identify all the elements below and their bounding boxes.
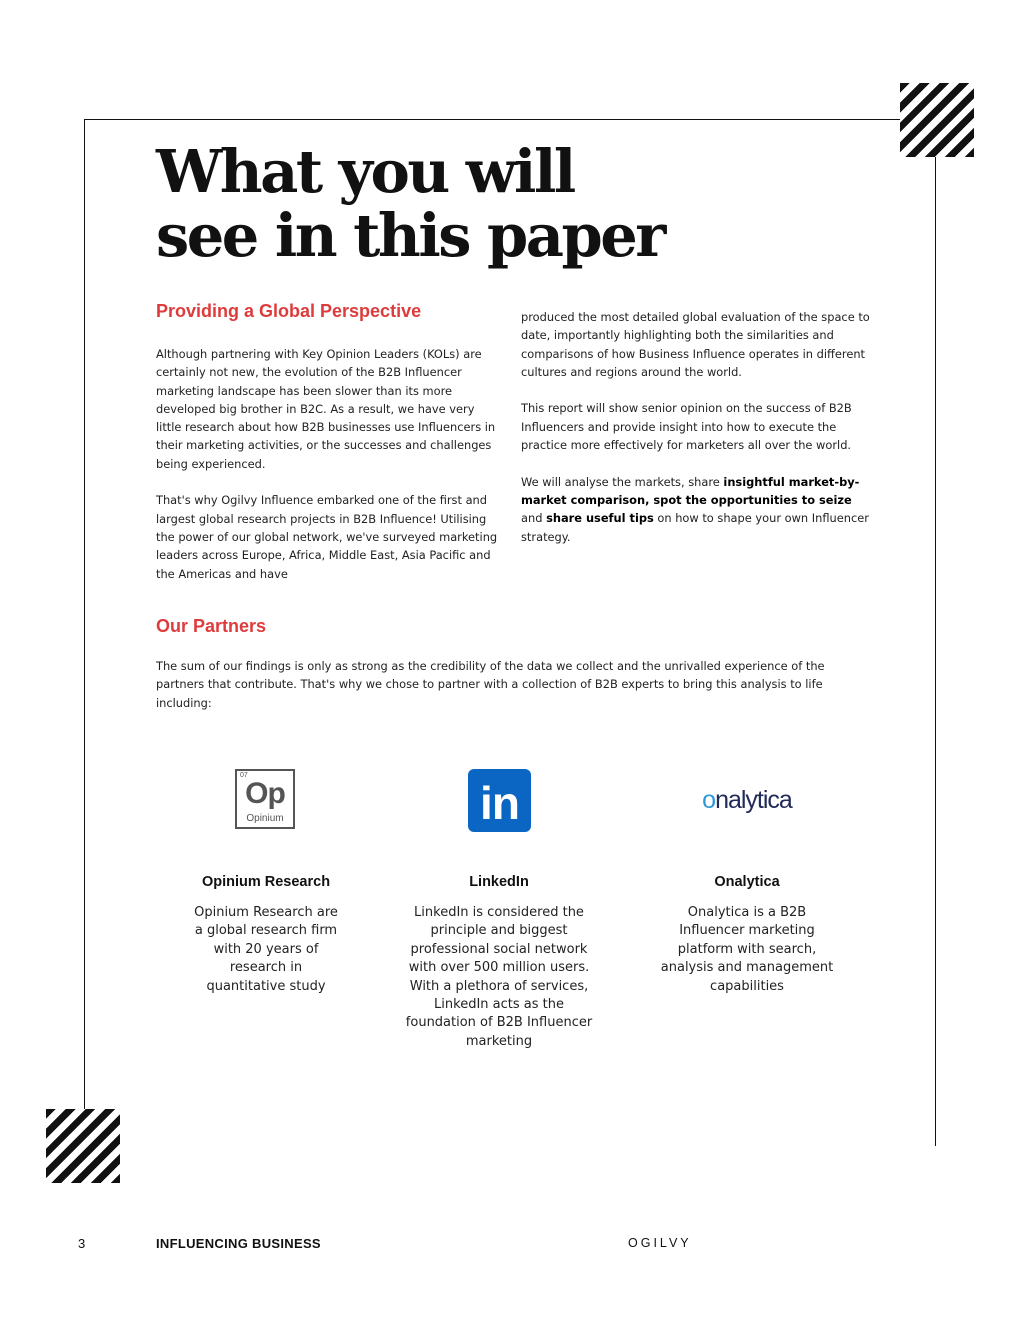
onalytica-logo-rest: nalytica — [715, 786, 792, 814]
closing-text-2: and — [521, 511, 547, 526]
global-closing-paragraph — [521, 473, 873, 546]
closing-text-1: We will analyse the markets, share — [521, 474, 724, 489]
linkedin-logo — [468, 769, 531, 832]
opinium-logo-area — [151, 760, 381, 840]
partner-opinium — [151, 760, 381, 996]
page-number: 3 — [78, 1236, 86, 1251]
onalytica-logo-o: o — [702, 786, 716, 814]
partner-name-linkedin: LinkedIn — [469, 874, 529, 890]
stripe-pattern-bottom-left — [46, 1109, 120, 1183]
global-paragraph-2: That's why Ogilvy Influence embarked one of the first and largest global research projects in B2B Influence! Utilising the power of our global network, we've surveyed marketing leaders across Europe, Africa, Middle East, Asia Pacific and the Americas and have — [156, 493, 498, 581]
partner-desc-opinium: Opinium Research are a global research firm with 20 years of research in quantitative study — [194, 905, 338, 994]
partner-linkedin — [384, 760, 614, 1051]
publication-name: INFLUENCING BUSINESS — [156, 1236, 321, 1251]
closing-bold-1: insightful market-by-market comparison, spot the opportunities to seize — [521, 474, 860, 507]
onalytica-logo — [632, 786, 862, 815]
ogilvy-logo: OGILVY — [628, 1236, 692, 1250]
partner-name-onalytica: Onalytica — [714, 874, 780, 890]
partner-desc-linkedin: LinkedIn is considered the principle and biggest professional social network with over 500 million users. With a plethora of services, LinkedIn acts as the foundation of B2B Influencer marketing — [405, 905, 593, 1049]
linkedin-logo-area — [384, 760, 614, 840]
global-paragraph-4: This report will show senior opinion on the success of B2B Influencers and provide insight into how to execute the practice more effectively for marketers all over the world. — [521, 401, 852, 453]
global-paragraph-3: produced the most detailed global evaluation of the space to date, importantly highlighting both the similarities and comparisons of how Business Influence operates in different cultures and regions around the world. — [521, 310, 870, 379]
frame-top-line — [84, 119, 936, 120]
opinium-logo-number: 07 — [240, 772, 248, 779]
opinium-logo-word: Opinium — [246, 813, 284, 824]
partner-onalytica — [632, 760, 862, 996]
global-perspective-heading: Providing a Global Perspective — [156, 301, 422, 321]
stripe-pattern-top-right — [900, 83, 974, 157]
global-left-column — [156, 345, 501, 601]
partners-intro: The sum of our findings is only as strong as the credibility of the data we collect and the unrivalled experience of the partners that contribute. That's why we chose to partner with a collection of B2B experts to bring this analysis to life including: — [156, 659, 825, 710]
opinium-logo-symbol: Op — [245, 777, 285, 810]
onalytica-logo-area — [632, 760, 862, 840]
opinium-logo — [235, 769, 295, 829]
partner-name-opinium: Opinium Research — [201, 874, 331, 890]
page-title-line-2: see in this paper — [156, 201, 664, 270]
our-partners-heading: Our Partners — [156, 616, 267, 636]
frame-left-line — [84, 119, 85, 1119]
global-paragraph-1: Although partnering with Key Opinion Leaders (KOLs) are certainly not new, the evolution of the B2B Influencer marketing landscape has been slower than its more developed big brother in B2C. As a result, we have very little research about how B2B businesses use Influencers in their marketing activities, or the successes and challenges being experienced. — [156, 347, 496, 471]
closing-text-3: on how to shape your own Influencer strategy. — [521, 511, 869, 544]
global-right-column — [521, 308, 873, 564]
linkedin-logo-text: in — [480, 777, 519, 829]
page-title-line-1: What you will — [156, 137, 574, 206]
partner-desc-onalytica: Onalytica is a B2B Influencer marketing platform with search, analysis and management capabilities — [660, 905, 834, 994]
closing-bold-2: share useful tips — [546, 511, 654, 526]
frame-right-line — [935, 150, 936, 1146]
page-title — [156, 137, 664, 270]
